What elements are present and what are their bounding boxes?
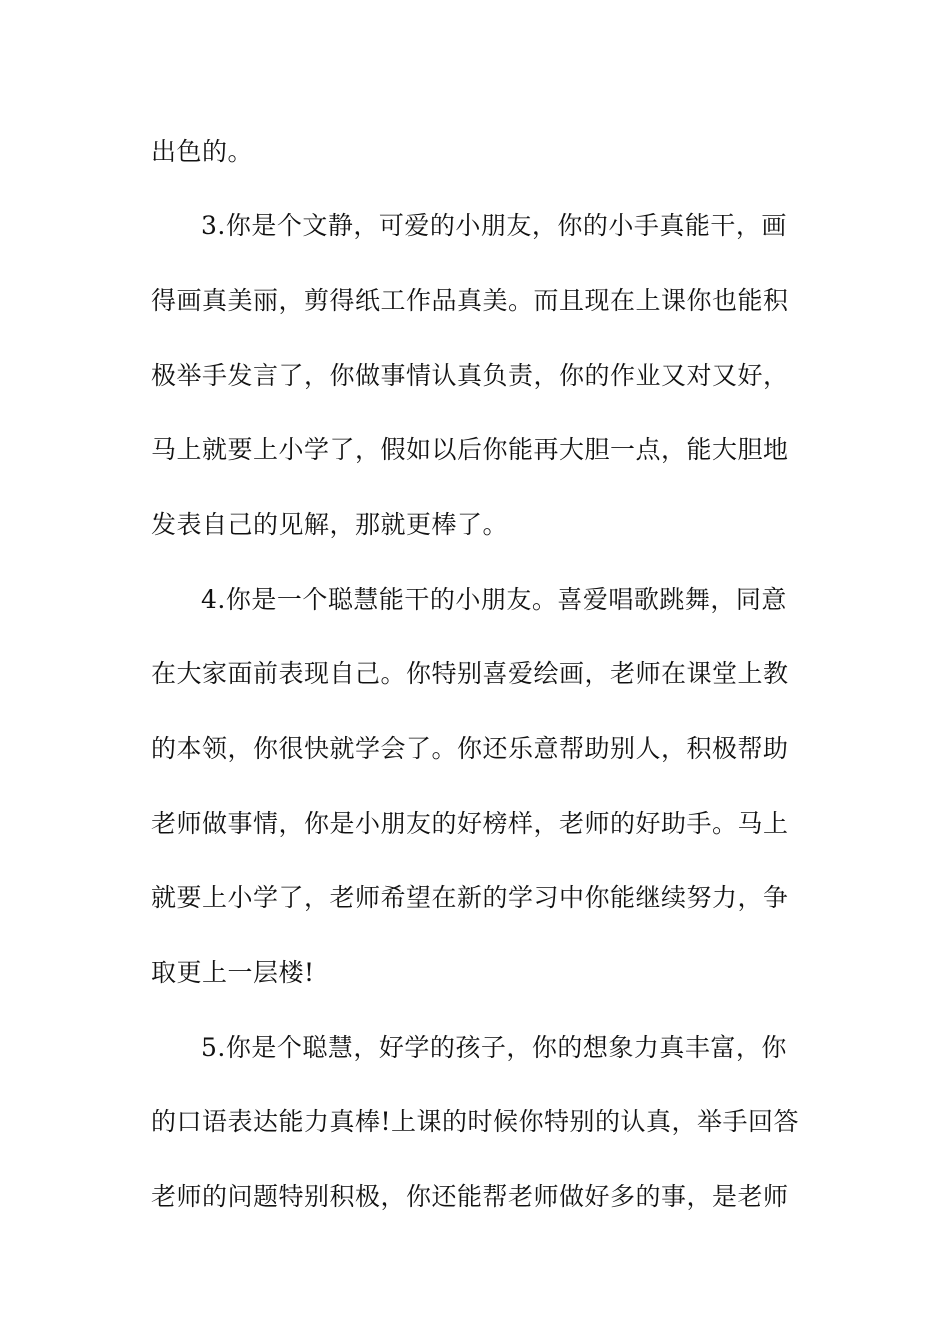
text-line: 发表自己的见解，那就更棒了。 — [151, 510, 509, 539]
text-line: 的口语表达能力真棒!上课的时候你特别的认真，举手回答 — [151, 1107, 800, 1136]
text-line: 极举手发言了，你做事情认真负责，你的作业又对又好， — [151, 361, 789, 390]
paragraph-5-start: 5.你是个聪慧，好学的孩子，你的想象力真丰富，你 — [201, 1033, 787, 1062]
text-line: 老师的问题特别积极，你还能帮老师做好多的事，是老师 — [151, 1182, 789, 1211]
text-line: 出色的。 — [151, 137, 254, 166]
text-line: 的本领，你很快就学会了。你还乐意帮助别人，积极帮助 — [151, 734, 789, 763]
text-line: 就要上小学了，老师希望在新的学习中你能继续努力，争 — [151, 883, 789, 912]
text-line: 取更上一层楼! — [151, 958, 315, 987]
text-line: 在大家面前表现自己。你特别喜爱绘画，老师在课堂上教 — [151, 659, 789, 688]
text-line: 得画真美丽，剪得纸工作品真美。而且现在上课你也能积 — [151, 286, 789, 315]
paragraph-4-start: 4.你是一个聪慧能干的小朋友。喜爱唱歌跳舞，同意 — [201, 585, 787, 614]
paragraph-3-start: 3.你是个文静，可爱的小朋友，你的小手真能干，画 — [201, 211, 787, 240]
text-line: 老师做事情，你是小朋友的好榜样，老师的好助手。马上 — [151, 809, 789, 838]
text-line: 马上就要上小学了，假如以后你能再大胆一点，能大胆地 — [151, 435, 789, 464]
